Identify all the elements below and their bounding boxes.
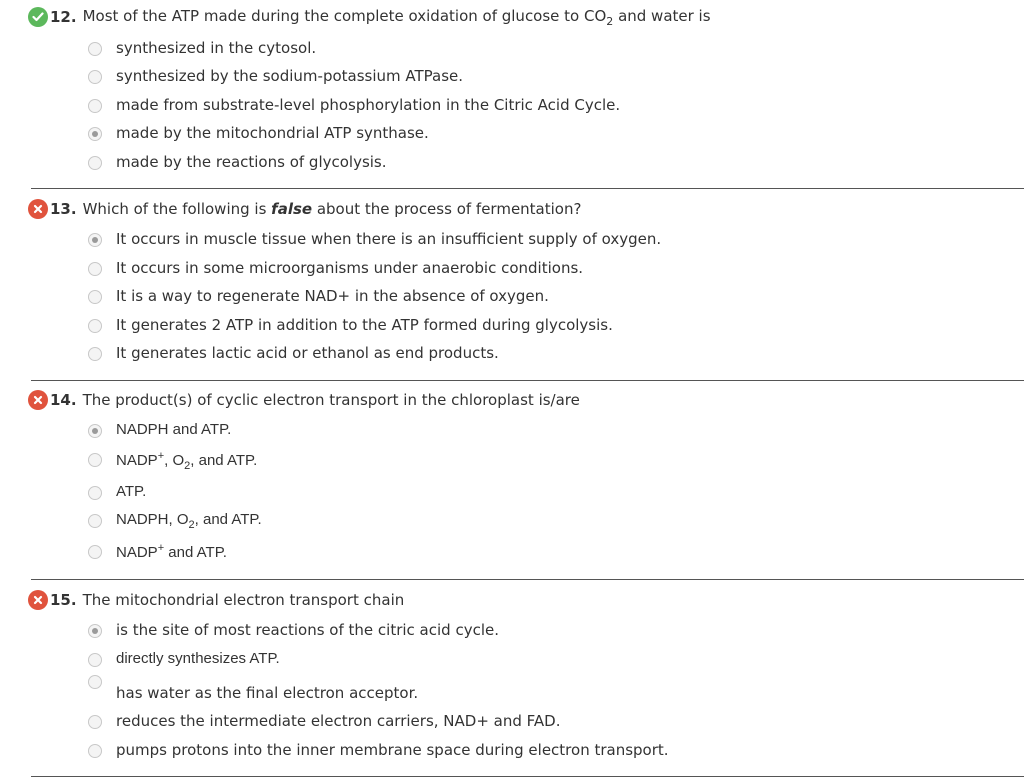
choice-label: made by the mitochondrial ATP synthase.	[116, 124, 429, 142]
choice-12-a[interactable]	[88, 38, 317, 60]
radio-button-selected[interactable]	[88, 424, 102, 438]
radio-button[interactable]	[88, 70, 102, 84]
choice-15-a[interactable]	[88, 620, 499, 642]
radio-button-selected[interactable]	[88, 233, 102, 247]
divider	[31, 579, 1024, 580]
radio-button[interactable]	[88, 99, 102, 113]
choice-label: NADP+, $O_2$, and ATP.	[116, 450, 258, 472]
question-number: 12.	[50, 8, 77, 26]
choice-label: It occurs in some microorganisms under anaerobic conditions.	[116, 259, 584, 277]
choice-14-c[interactable]	[88, 482, 147, 504]
choice-label: is the site of most reactions of the citric acid cycle.	[116, 621, 499, 639]
choice-12-e[interactable]	[88, 152, 387, 174]
radio-button[interactable]	[88, 347, 102, 361]
question-text: The product(s) of cyclic electron transport in the chloroplast is/are	[82, 391, 580, 409]
question-header	[28, 5, 711, 29]
choice-15-d[interactable]	[88, 711, 561, 733]
choice-label: pumps protons into the inner membrane space during electron transport.	[116, 741, 669, 759]
radio-button[interactable]	[88, 156, 102, 170]
question-text: The mitochondrial electron transport chain	[82, 591, 405, 609]
choice-14-b[interactable]	[88, 449, 258, 472]
choice-label: It is a way to regenerate NAD+ in the absence of oxygen.	[116, 287, 549, 305]
incorrect-x-icon	[28, 199, 48, 219]
choice-label: made from substrate-level phosphorylation in the Citric Acid Cycle.	[116, 96, 621, 114]
radio-button-selected[interactable]	[88, 127, 102, 141]
divider	[31, 188, 1024, 189]
question-number: 15.	[50, 591, 77, 609]
choice-label: NADPH and ATP.	[116, 421, 232, 438]
choice-13-e[interactable]	[88, 343, 499, 365]
radio-button[interactable]	[88, 715, 102, 729]
choice-label: It occurs in muscle tissue when there is an insufficient supply of oxygen.	[116, 230, 662, 248]
choice-14-a[interactable]	[88, 420, 232, 442]
divider	[31, 776, 1024, 777]
choice-13-a[interactable]	[88, 229, 662, 251]
choice-label: It generates 2 ATP in addition to the ATP formed during glycolysis.	[116, 316, 613, 334]
question-header	[28, 388, 580, 412]
radio-button[interactable]	[88, 290, 102, 304]
choice-12-b[interactable]	[88, 66, 464, 88]
radio-button-selected[interactable]	[88, 624, 102, 638]
choice-label: NADPH, $O_2$, and ATP.	[116, 511, 262, 531]
choice-label: reduces the intermediate electron carriers, NAD+ and FAD.	[116, 712, 561, 730]
correct-check-icon	[28, 7, 48, 27]
choice-15-c[interactable]	[88, 683, 788, 705]
choice-12-d[interactable]	[88, 123, 429, 145]
choice-label: ATP.	[116, 483, 147, 500]
radio-button[interactable]	[88, 319, 102, 333]
divider	[31, 380, 1024, 381]
incorrect-x-icon	[28, 390, 48, 410]
choice-13-c[interactable]	[88, 286, 549, 308]
question-text: Most of the ATP made during the complete oxidation of glucose to $CO_2$ and water is	[82, 6, 711, 28]
radio-button[interactable]	[88, 653, 102, 667]
choice-label: synthesized in the cytosol.	[116, 39, 317, 57]
radio-button[interactable]	[88, 514, 102, 528]
choice-label: synthesized by the sodium-potassium ATPase.	[116, 67, 464, 85]
choice-label: has water as the final electron acceptor.	[116, 684, 419, 702]
incorrect-x-icon	[28, 590, 48, 610]
choice-15-e[interactable]	[88, 740, 669, 762]
choice-14-d[interactable]	[88, 510, 262, 532]
question-header	[28, 588, 404, 612]
radio-button[interactable]	[88, 675, 102, 689]
question-number: 13.	[50, 200, 77, 218]
radio-button[interactable]	[88, 545, 102, 559]
question-header	[28, 197, 581, 221]
radio-button[interactable]	[88, 486, 102, 500]
question-number: 14.	[50, 391, 77, 409]
radio-button[interactable]	[88, 262, 102, 276]
question-text: Which of the following is false about the process of fermentation?	[82, 200, 582, 218]
choice-label: It generates lactic acid or ethanol as end products.	[116, 344, 499, 362]
choice-12-c[interactable]	[88, 95, 621, 117]
radio-button[interactable]	[88, 453, 102, 467]
radio-button[interactable]	[88, 744, 102, 758]
choice-label: made by the reactions of glycolysis.	[116, 153, 387, 171]
radio-button[interactable]	[88, 42, 102, 56]
choice-14-e[interactable]	[88, 541, 227, 563]
choice-label: directly synthesizes ATP.	[116, 650, 280, 667]
choice-label: NADP+ and ATP.	[116, 542, 227, 561]
choice-13-d[interactable]	[88, 315, 613, 337]
choice-13-b[interactable]	[88, 258, 584, 280]
choice-15-b[interactable]	[88, 649, 280, 671]
